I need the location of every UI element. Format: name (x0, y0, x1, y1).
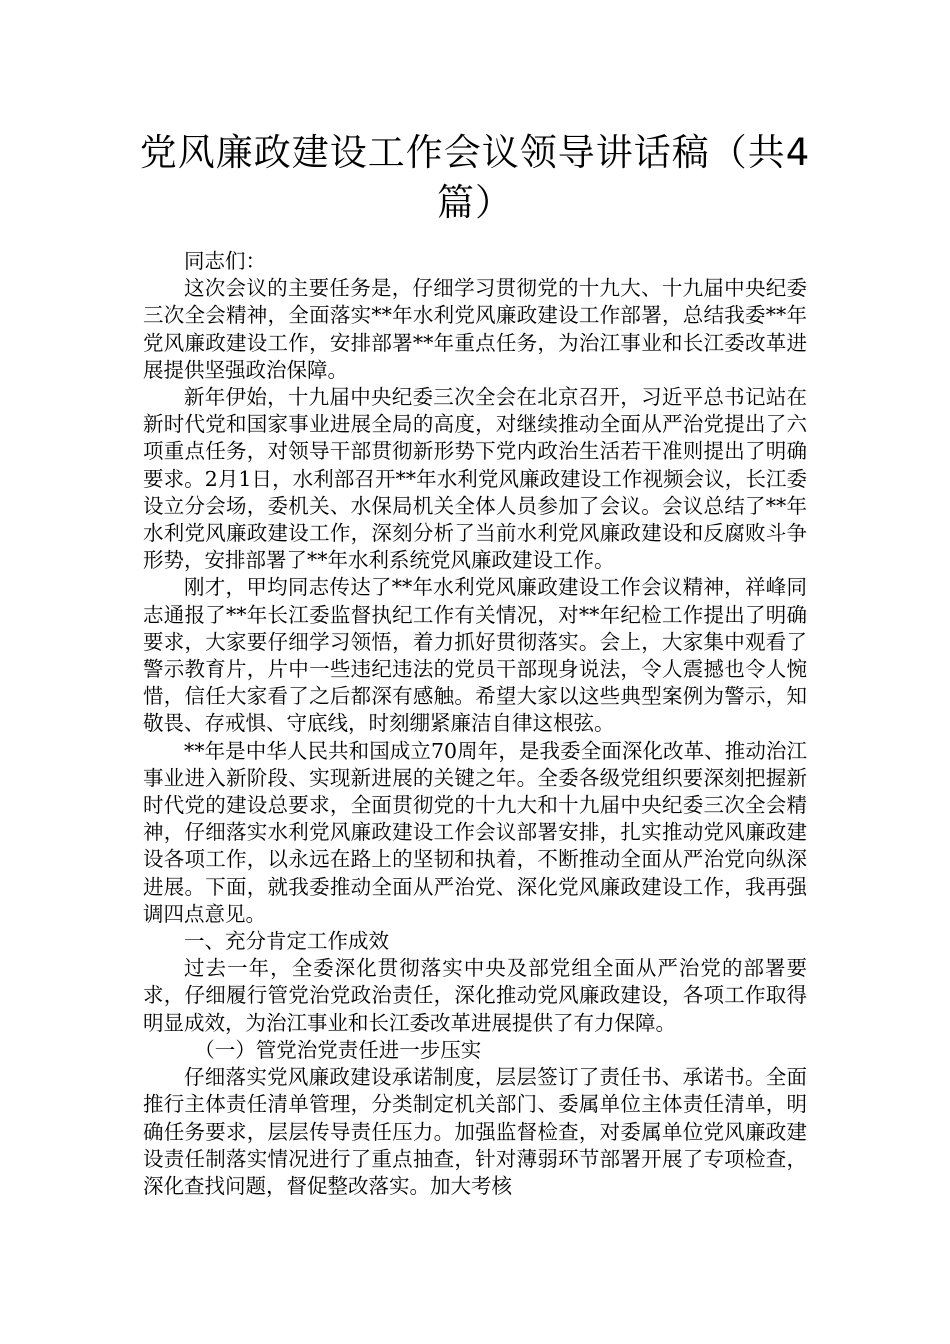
paragraph: 同志们： (184, 249, 266, 273)
paragraph: **年是中华人民共和国成立70周年，是我委全面深化改革、推动治江事业进入新阶段、实现新进展的关键之年。全委各级党组织要深刻把握新时代党的建设总要求，全面贯彻党的十九大和十九届中央纪委三次全会精神，仔细落实水利党风廉政建设工作会议部署安排，扎实推动党风廉政建设各项工作，以永远在路上的坚韧和执着，不断推动全面从严治党向纵深进展。下面，就我委推动全面从严治党、深化党风廉政建设工作，我再强调四点意见。 (143, 738, 807, 926)
paragraph: 仔细落实党风廉政建设承诺制度，层层签订了责任书、承诺书。全面推行主体责任清单管理，分类制定机关部门、委属单位主体责任清单，明确任务要求，层层传导责任压力。加强监督检查，对委属单位党风廉政建设责任制落实情况进行了重点抽查，针对薄弱环节部署开展了专项检查，深化查找问题，督促整改落实。加大考核 (143, 1065, 807, 1198)
document-body (143, 248, 807, 1200)
paragraph: 过去一年，全委深化贯彻落实中央及部党组全面从严治党的部署要求，仔细履行管党治党政治责任，深化推动党风廉政建设，各项工作取得明显成效，为治江事业和长江委改革进展提供了有力保障。 (143, 956, 807, 1035)
document-title: 党风廉政建设工作会议领导讲话稿（共4篇） (139, 131, 811, 224)
section-heading: 一、充分肯定工作成效 (184, 929, 389, 954)
paragraph: 新年伊始，十九届中央纪委三次全会在北京召开，习近平总书记站在新时代党和国家事业进展全局的高度，对继续推动全面从严治党提出了六项重点任务，对领导干部贯彻新形势下党内政治生活若干准则提出了明确要求。2月1日，水利部召开**年水利党风廉政建设工作视频会议，长江委设立分会场，委机关、水保局机关全体人员参加了会议。会议总结了**年水利党风廉政建设工作，深刻分析了当前水利党风廉政建设和反腐败斗争形势，安排部署了**年水利系统党风廉政建设工作。 (143, 385, 807, 573)
paragraph: 这次会议的主要任务是，仔细学习贯彻党的十九大、十九届中央纪委三次全会精神，全面落实**年水利党风廉政建设工作部署，总结我委**年党风廉政建设工作，安排部署**年重点任务，为治江事业和长江委改革进展提供坚强政治保障。 (143, 276, 807, 382)
subsection-heading: （一）管党治党责任进一步压实 (194, 1037, 482, 1062)
paragraph: 刚才，甲均同志传达了**年水利党风廉政建设工作会议精神，祥峰同志通报了**年长江委监督执纪工作有关情况，对**年纪检工作提出了明确要求，大家要仔细学习领悟，着力抓好贯彻落实。会上，大家集中观看了警示教育片，片中一些违纪违法的党员干部现身说法，令人震撼也令人惋惜，信任大家看了之后都深有感触。希望大家以这些典型案例为警示，知敬畏、存戒惧、守底线，时刻绷紧廉洁自律这根弦。 (143, 575, 807, 736)
